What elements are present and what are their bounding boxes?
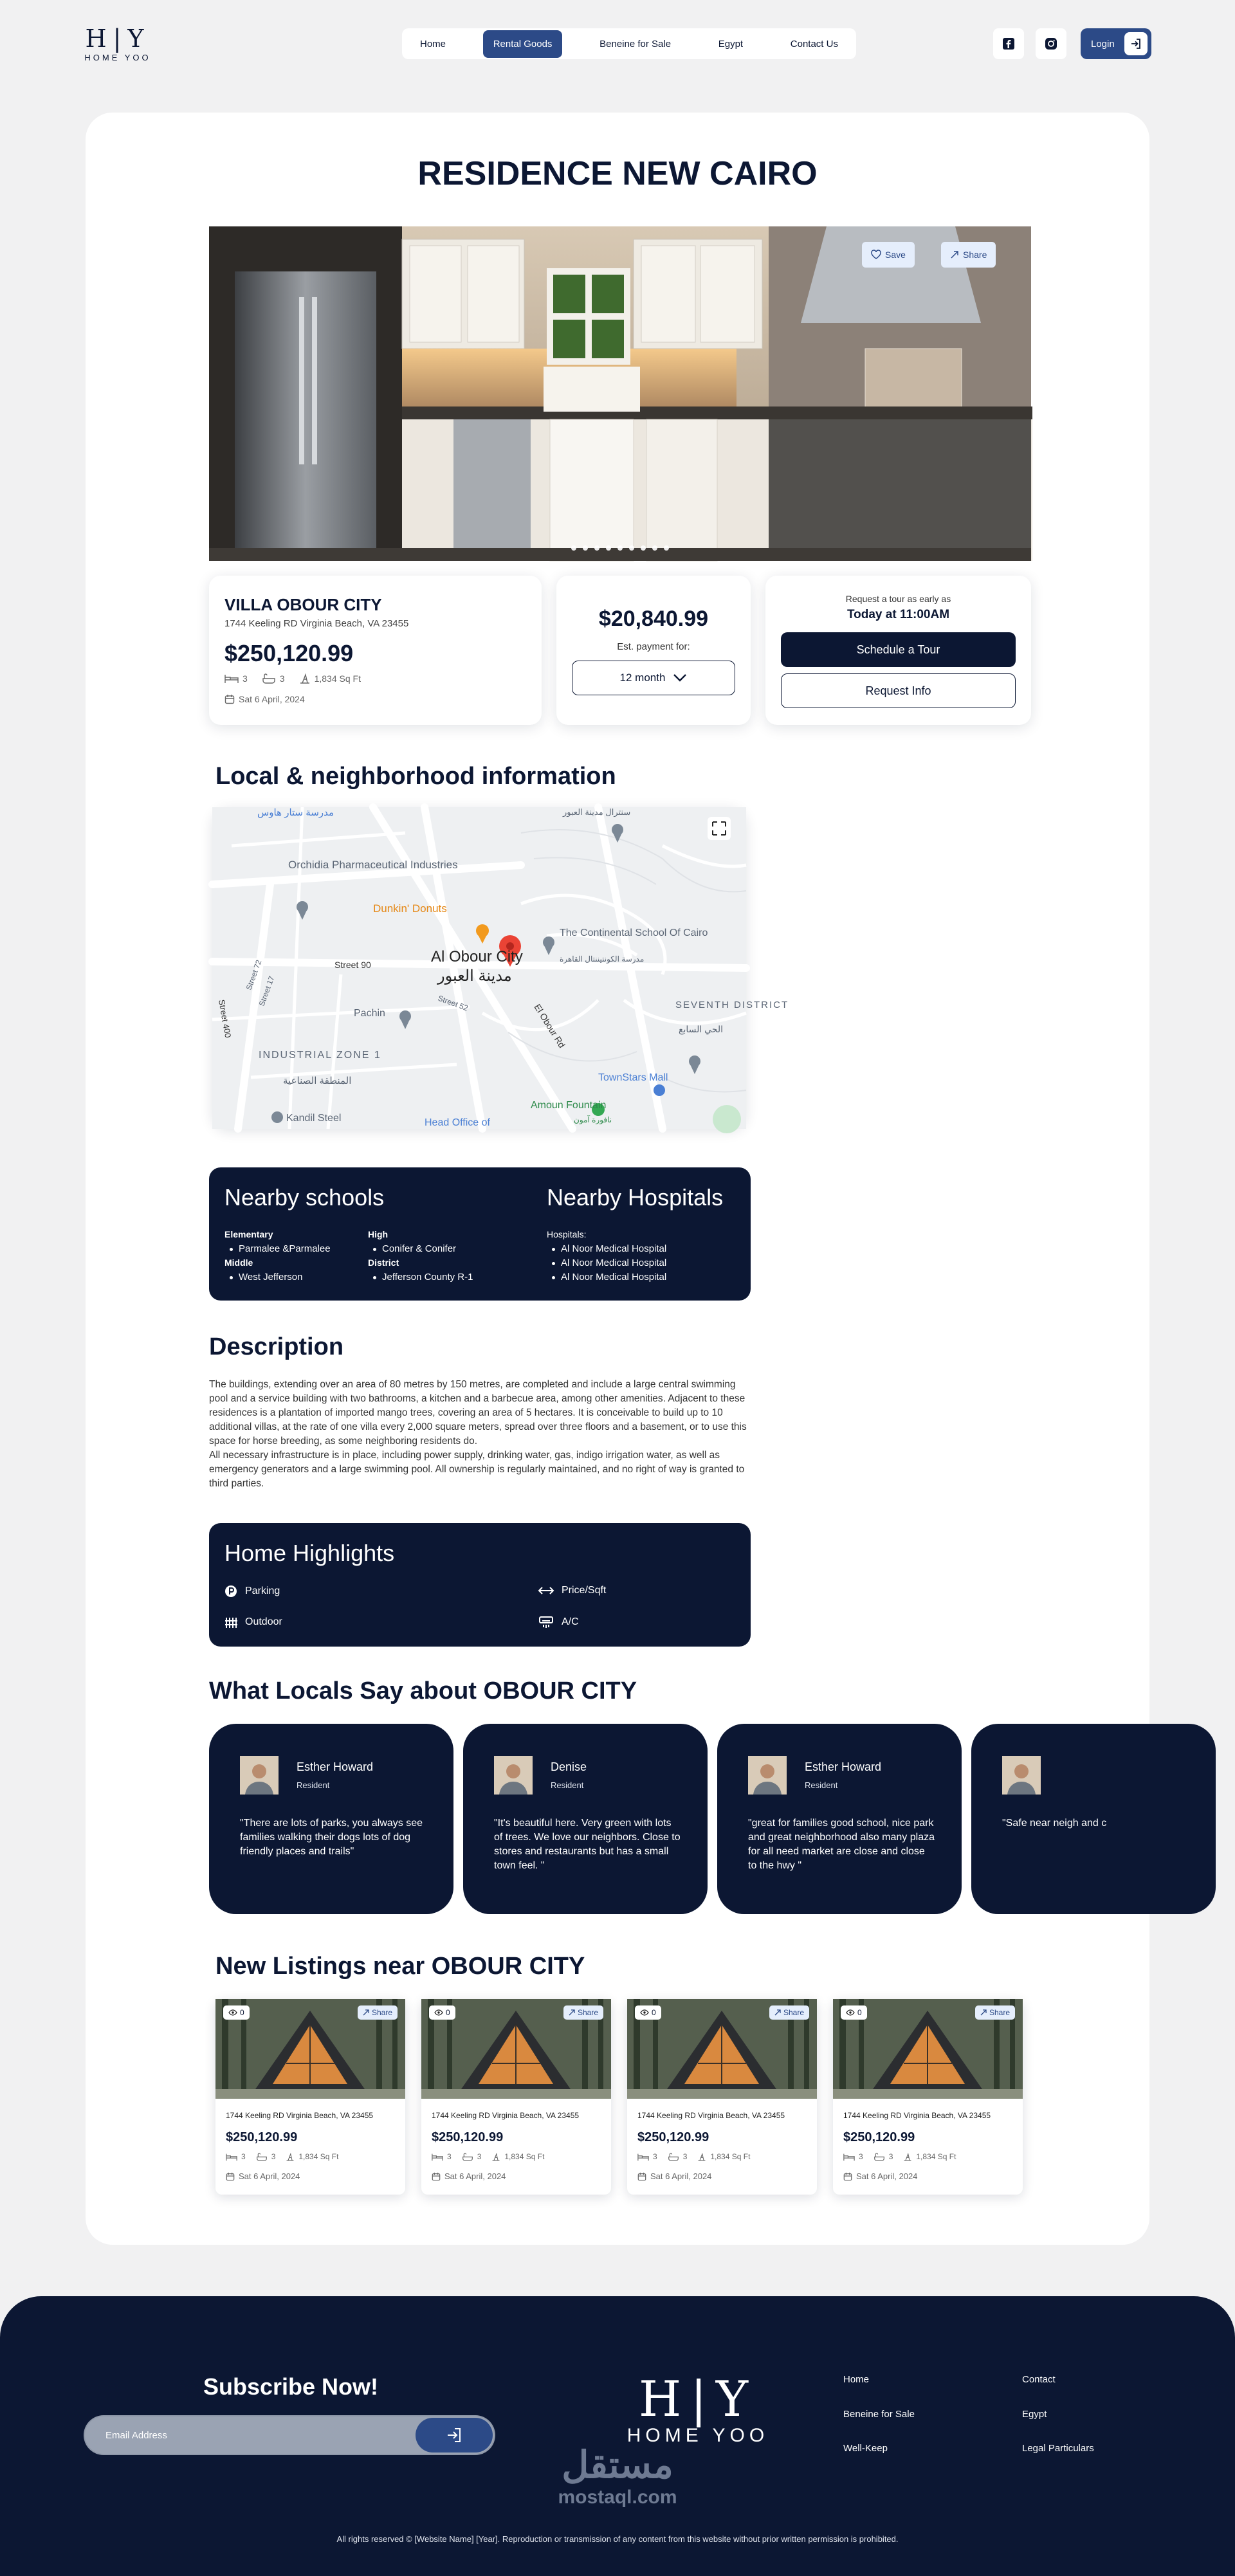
share-icon [363, 2009, 369, 2016]
slide-dot[interactable] [606, 545, 611, 551]
views-badge [429, 2005, 455, 2020]
bath-icon [256, 2153, 268, 2161]
elementary-list [224, 1242, 331, 1256]
listing-date-row [432, 2171, 506, 2181]
map-label: TownStars Mall [598, 1072, 668, 1083]
save-label: Save [885, 250, 906, 260]
eye-icon [640, 2009, 649, 2016]
payment-period-value: 12 month [619, 671, 666, 684]
reviewer-name: Esther Howard [297, 1760, 374, 1773]
list-item: Al Noor Medical Hospital [547, 1242, 666, 1256]
share-label: Share [577, 2008, 598, 2017]
views-badge [841, 2005, 867, 2020]
share-icon [980, 2009, 987, 2016]
list-item: Parmalee &Parmalee [224, 1242, 331, 1256]
share-button[interactable] [769, 2005, 809, 2020]
map-label: Head Office of [425, 1117, 490, 1128]
highlights-title: Home Highlights [224, 1540, 395, 1566]
logo-wordmark: HOME YOO [84, 53, 151, 62]
footer-link-well-keep[interactable]: Well-Keep [843, 2443, 888, 2454]
district-label: District [368, 1257, 399, 1268]
instagram-button[interactable] [1036, 28, 1066, 59]
highlights-card [209, 1523, 751, 1647]
listing-date-row [843, 2171, 917, 2181]
instagram-icon [1045, 37, 1057, 50]
bed-icon [224, 673, 239, 684]
map-label: Dunkin' Donuts [373, 902, 447, 915]
eye-icon [434, 2009, 443, 2016]
map-label: الحي السابع [679, 1024, 724, 1034]
nav-beneine-for-sale[interactable]: Beneine for Sale [599, 38, 672, 50]
email-input[interactable]: Email Address [85, 2416, 494, 2454]
listing-price: $250,120.99 [843, 2130, 915, 2144]
eye-icon [846, 2009, 855, 2016]
slide-dot[interactable] [594, 545, 599, 551]
share-icon [569, 2009, 575, 2016]
share-label: Share [371, 2008, 392, 2017]
reviewer-role: Resident [297, 1780, 330, 1790]
footer-logo-mark: H|Y [638, 2370, 758, 2427]
watermark [540, 2444, 695, 2508]
area-value: 1,834 Sq Ft [504, 2152, 545, 2161]
arrows-horizontal-icon [538, 1585, 554, 1596]
map-label: Street 400 [217, 998, 233, 1039]
review-quote: "It's beautiful here. Very green with lots of trees. We love our neighbors. Close to stores and restaurants but has a small town feel. " [494, 1818, 681, 1871]
bed-icon [432, 2153, 443, 2161]
footer-link-beneine-for-sale[interactable]: Beneine for Sale [843, 2409, 915, 2420]
listing-address: 1744 Keeling RD Virginia Beach, VA 23455 [637, 2111, 785, 2120]
baths-count: 3 [477, 2152, 482, 2161]
map-label: Pachin [354, 1008, 385, 1019]
reviewer-name: Esther Howard [805, 1760, 882, 1773]
description-body: The buildings, extending over an area of 80 metres by 150 metres, are completed and include a large central swimming pool and a service building with two bathrooms, a kitchen and a barbecue area, among other amenities. Adjacent to these residences is a plantation of imported mango trees, covering an area of 5 hectares. It is conceivable to build up to 10 additional villas, at the rate of one villa every 2,000 square meters, spread over three floors and a basement, or to use this space for horse breeding, as some neighboring residents do. All necessary infrastructure is in place, including power supply, drinking water, gas, indigo irrigation water, as well as emergency generators and a large swimming pool. All ownership is regularly maintained, and no right of way is granted to third parties. [209, 1379, 747, 1489]
description-title: Description [209, 1333, 344, 1360]
high-label: High [368, 1229, 389, 1239]
bath-icon [462, 2153, 473, 2161]
listing-date: Sat 6 April, 2024 [239, 2171, 300, 2181]
payment-period-select[interactable] [572, 661, 735, 695]
slide-dot[interactable] [629, 545, 634, 551]
map-label: Kandil Steel [286, 1113, 342, 1124]
highlight-outdoor: Outdoor [224, 1616, 282, 1629]
map-label: Orchidia Pharmaceutical Industries [288, 859, 458, 871]
watermark-english: mostaql.com [558, 2487, 677, 2508]
bed-icon [637, 2153, 649, 2161]
baths-count: 3 [888, 2152, 893, 2161]
footer-logo[interactable] [618, 2370, 778, 2447]
page-title: RESIDENCE NEW CAIRO [417, 155, 818, 192]
list-item: Conifer & Conifer [368, 1242, 456, 1256]
parking-icon [224, 1585, 237, 1598]
area-icon [697, 2153, 706, 2161]
share-button[interactable] [358, 2005, 398, 2020]
views-count: 0 [652, 2008, 656, 2017]
views-count: 0 [240, 2008, 244, 2017]
slide-dot[interactable] [641, 545, 646, 551]
share-button[interactable] [975, 2005, 1015, 2020]
listing-address: 1744 Keeling RD Virginia Beach, VA 23455 [432, 2111, 580, 2120]
schools-hospitals-card [209, 1167, 751, 1301]
listing-date-row [226, 2171, 300, 2181]
review-card [209, 1724, 453, 1914]
chevron-down-icon [673, 673, 687, 682]
listing-price: $250,120.99 [637, 2130, 709, 2144]
middle-list [224, 1270, 303, 1284]
elementary-label: Elementary [224, 1229, 273, 1239]
fence-icon [224, 1616, 237, 1629]
bed-icon [843, 2153, 855, 2161]
share-button[interactable] [563, 2005, 603, 2020]
calendar-icon [843, 2172, 852, 2181]
listing-date-row [224, 694, 305, 704]
logo-mark-text: H|Y [85, 24, 151, 53]
listing-meta [843, 2152, 956, 2161]
calendar-icon [226, 2172, 235, 2181]
review-quote: "Safe near neigh and c [1002, 1818, 1107, 1829]
reviewer-name: Denise [551, 1760, 587, 1773]
footer-logo-wordmark: HOME YOO [627, 2425, 769, 2446]
calendar-icon [637, 2172, 646, 2181]
map-canvas [212, 807, 789, 1129]
hospitals-title: Nearby Hospitals [547, 1184, 724, 1210]
beds-count: 3 [447, 2152, 452, 2161]
avatar [748, 1756, 787, 1795]
map-label: مدرسة ستار هاوس [257, 807, 334, 818]
slide-dot[interactable] [618, 545, 623, 551]
footer-link-home[interactable]: Home [843, 2374, 870, 2385]
copyright: All rights reserved © [Website Name] [Year]. Reproduction or transmission of any content from this website without prior written permission is prohibited. [336, 2534, 899, 2544]
map-label: مدرسة الكونتيننتال القاهرة [560, 955, 645, 964]
avatar [1002, 1756, 1041, 1795]
beds-count: 3 [241, 2152, 246, 2161]
reviewer-role: Resident [805, 1780, 838, 1790]
area-icon [286, 2153, 295, 2161]
login-label: Login [1091, 38, 1115, 50]
listing-meta [224, 673, 361, 684]
eye-icon [228, 2009, 237, 2016]
listing-summary-card [209, 576, 542, 725]
facebook-button[interactable] [993, 28, 1024, 59]
review-quote: "There are lots of parks, you always see families walking their dogs lots of dog friendly places and trails" [240, 1818, 423, 1857]
area-value: 1,834 Sq Ft [298, 2152, 339, 2161]
nav-egypt[interactable]: Egypt [718, 38, 744, 50]
listing-card[interactable] [215, 1999, 405, 2195]
listing-date: Sat 6 April, 2024 [444, 2171, 506, 2181]
bed-icon [226, 2153, 237, 2161]
listing-date: Sat 6 April, 2024 [856, 2171, 918, 2181]
area-value: 1,834 Sq Ft [710, 2152, 751, 2161]
reviewer-role: Resident [551, 1780, 584, 1790]
map-label: Street 52 [436, 993, 470, 1013]
hospitals-label: Hospitals: [547, 1229, 587, 1239]
listing-price: $250,120.99 [226, 2130, 298, 2144]
views-badge [635, 2005, 661, 2020]
tour-time: Today at 11:00AM [846, 608, 950, 621]
listing-price: $250,120.99 [224, 640, 354, 666]
air-conditioner-icon [538, 1616, 554, 1629]
share-icon [774, 2009, 781, 2016]
subscribe-title: Subscribe Now! [203, 2373, 379, 2400]
highlight-price-sqft: Price/Sqft [538, 1585, 606, 1596]
map-label: INDUSTRIAL ZONE 1 [259, 1050, 381, 1061]
email-subscribe-field[interactable] [84, 2415, 495, 2455]
share-button[interactable] [941, 242, 996, 268]
review-card [971, 1724, 1216, 1914]
bath-icon [668, 2153, 679, 2161]
list-item: Jefferson County R-1 [368, 1270, 473, 1284]
listing-date: Sat 6 April, 2024 [239, 694, 305, 704]
payment-label: Est. payment for: [617, 641, 690, 652]
listing-meta [432, 2152, 544, 2161]
map-label: The Continental School Of Cairo [560, 927, 708, 938]
neighborhood-map[interactable] [212, 807, 789, 1129]
slide-dot[interactable] [652, 545, 657, 551]
tour-card [765, 576, 1031, 725]
tour-request-text: Request a tour as early as [845, 594, 951, 604]
map-label: Street 90 [334, 960, 371, 970]
footer-link-egypt[interactable]: Egypt [1022, 2409, 1047, 2420]
baths-count: 3 [682, 2152, 688, 2161]
map-label: المنطقة الصناعية [283, 1075, 352, 1086]
share-icon [950, 250, 959, 259]
views-count: 0 [446, 2008, 450, 2017]
list-item: Al Noor Medical Hospital [547, 1270, 666, 1284]
beds-count: 3 [653, 2152, 657, 2161]
listing-card[interactable] [833, 1999, 1023, 2195]
map-label: سنترال مدينة العبور [563, 807, 631, 817]
footer-link-contact[interactable]: Contact [1022, 2374, 1056, 2385]
hero-gallery[interactable] [209, 226, 1031, 561]
login-arrow-icon [444, 2425, 464, 2445]
reviews-title: What Locals Say about OBOUR CITY [209, 1677, 637, 1704]
listing-name: VILLA OBOUR CITY [224, 595, 382, 614]
map-label: Street 72 [244, 958, 264, 992]
listing-card[interactable] [627, 1999, 817, 2195]
facebook-icon [1002, 37, 1015, 50]
share-label: Share [783, 2008, 804, 2017]
views-badge [223, 2005, 250, 2020]
request-info-button[interactable]: Request Info [781, 673, 1016, 708]
map-label: SEVENTH DISTRICT [675, 1000, 789, 1010]
map-center-label-ar: مدينة العبور [437, 967, 512, 985]
baths: 3 [262, 673, 285, 684]
highlight-ac: A/C [538, 1616, 579, 1629]
area-icon [299, 673, 311, 684]
listing-meta [226, 2152, 338, 2161]
map-label: نافورة آمون [574, 1115, 612, 1124]
review-card [717, 1724, 962, 1914]
bath-icon [262, 673, 276, 684]
nav-rental-goods[interactable]: Rental Goods [483, 30, 563, 58]
slide-dot[interactable] [583, 545, 588, 551]
save-button[interactable] [862, 242, 915, 268]
listing-card[interactable] [421, 1999, 611, 2195]
avatar [240, 1756, 279, 1795]
high-list [368, 1242, 456, 1256]
calendar-icon [224, 694, 235, 704]
area: 1,834 Sq Ft [299, 673, 361, 684]
highlight-parking: Parking [224, 1585, 280, 1598]
footer-link-legal-particulars[interactable]: Legal Particulars [1022, 2443, 1094, 2454]
hospitals-list [547, 1242, 666, 1284]
share-label: Share [989, 2008, 1010, 2017]
listing-address: 1744 Keeling RD Virginia Beach, VA 23455 [226, 2111, 374, 2120]
area-icon [903, 2153, 912, 2161]
main-nav [402, 28, 856, 59]
nav-home[interactable]: Home [420, 38, 446, 50]
schedule-tour-button[interactable]: Schedule a Tour [781, 632, 1016, 667]
slide-dot[interactable] [571, 545, 576, 551]
listing-price: $250,120.99 [432, 2130, 504, 2144]
slide-indicator[interactable] [209, 545, 1031, 551]
logo[interactable] [82, 24, 153, 62]
calendar-icon [432, 2172, 441, 2181]
map-label: Amoun Fountain [531, 1100, 607, 1111]
kitchen-photo [209, 226, 1031, 561]
payment-card [556, 576, 751, 725]
map-label: Street 17 [257, 974, 277, 1008]
middle-label: Middle [224, 1257, 253, 1268]
listing-address: 1744 Keeling RD Virginia Beach, VA 23455 [843, 2111, 991, 2120]
map-center-label: Al Obour City [431, 948, 523, 965]
list-item: Al Noor Medical Hospital [547, 1256, 666, 1270]
area-icon [491, 2153, 500, 2161]
district-list [368, 1270, 473, 1284]
nav-contact-us[interactable]: Contact Us [790, 38, 838, 50]
neighborhood-title: Local & neighborhood information [215, 763, 616, 790]
baths-count: 3 [271, 2152, 276, 2161]
views-count: 0 [857, 2008, 862, 2017]
area-value: 1,834 Sq Ft [916, 2152, 956, 2161]
bath-icon [874, 2153, 885, 2161]
schools-title: Nearby schools [224, 1184, 385, 1210]
reviews-carousel[interactable] [209, 1724, 1107, 1917]
avatar [494, 1756, 533, 1795]
listing-meta [637, 2152, 750, 2161]
share-label: Share [963, 250, 987, 260]
new-listings-title: New Listings near OBOUR CITY [215, 1953, 585, 1980]
listing-address: 1744 Keeling RD Virginia Beach, VA 23455 [224, 618, 409, 629]
review-card [463, 1724, 708, 1914]
heart-icon [871, 250, 881, 259]
map-label: El Obour Rd [532, 1002, 567, 1050]
watermark-arabic: مستقل [562, 2444, 673, 2486]
slide-dot[interactable] [664, 545, 669, 551]
listing-date: Sat 6 April, 2024 [650, 2171, 712, 2181]
login-button[interactable] [1081, 28, 1151, 59]
listing-date-row [637, 2171, 711, 2181]
beds-count: 3 [859, 2152, 863, 2161]
login-icon [1124, 32, 1148, 55]
review-quote: "great for families good school, nice park and great neighborhood also many plaza for all need market are close and close to the hwy " [748, 1818, 935, 1871]
beds: 3 [224, 673, 248, 684]
subscribe-button[interactable] [416, 2418, 493, 2453]
list-item: West Jefferson [224, 1270, 303, 1284]
payment-amount: $20,840.99 [598, 607, 709, 631]
